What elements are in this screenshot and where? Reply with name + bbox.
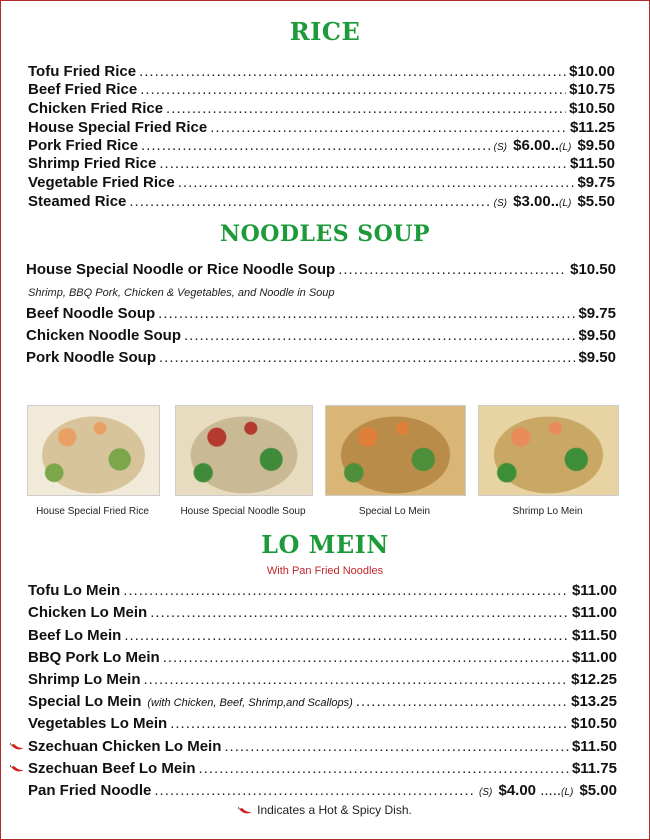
menu-item <box>28 715 617 735</box>
size-label: (S) <box>478 787 493 798</box>
menu-item <box>26 261 616 281</box>
item-name: Shrimp Fried Rice <box>28 155 157 172</box>
item-price <box>494 137 615 154</box>
item-name: Szechuan Chicken Lo Mein <box>28 738 222 755</box>
item-price: $11.50 <box>569 155 615 172</box>
leader-dots <box>140 81 566 98</box>
menu-item <box>26 305 616 325</box>
food-photo <box>325 405 466 496</box>
menu-item <box>28 627 617 647</box>
item-price: $10.50 <box>570 261 616 278</box>
noodle-soup-section-title: NOODLES SOUP <box>219 221 431 247</box>
leader-dots <box>170 715 568 732</box>
menu-item <box>28 649 617 669</box>
item-price: $11.25 <box>569 119 615 136</box>
leader-dots <box>159 349 575 366</box>
leader-dots <box>141 137 491 154</box>
leader-dots <box>139 63 566 80</box>
menu-item <box>28 174 615 192</box>
item-price <box>479 782 617 799</box>
menu-item <box>28 782 617 802</box>
item-name: House Special Fried Rice <box>28 119 208 136</box>
leader-dots <box>150 604 569 621</box>
leader-dots <box>158 305 575 322</box>
large-price: $5.00 <box>579 782 617 799</box>
menu-item <box>28 760 617 780</box>
item-price: $9.50 <box>578 327 616 344</box>
menu-item <box>26 349 616 369</box>
item-price: $13.25 <box>571 693 617 710</box>
leader-dots <box>124 627 569 644</box>
photo-caption: Special Lo Mein <box>358 506 431 517</box>
large-price: $5.50 <box>577 193 615 210</box>
item-price: $9.75 <box>577 174 615 191</box>
legend-text: Indicates a Hot & Spicy Dish. <box>257 803 412 817</box>
leader-dots <box>154 782 476 799</box>
food-photo <box>478 405 619 496</box>
item-price: $11.00 <box>571 604 617 621</box>
size-label: (S) <box>493 142 507 153</box>
item-price: $10.50 <box>569 100 615 117</box>
leader-dots <box>178 174 575 191</box>
item-name: Chicken Lo Mein <box>28 604 148 621</box>
leader-dots <box>338 261 567 278</box>
rice-section-title: RICE <box>289 17 361 46</box>
leader-dots <box>210 119 567 136</box>
small-price: $6.00.. <box>513 137 560 154</box>
item-price: $9.50 <box>578 349 616 366</box>
item-name: Pork Noodle Soup <box>26 349 157 366</box>
item-name: Vegetable Fried Rice <box>28 174 175 191</box>
item-name: Beef Fried Rice <box>28 81 138 98</box>
item-name: Chicken Fried Rice <box>28 100 164 117</box>
item-price <box>494 193 615 210</box>
food-photo <box>175 405 313 496</box>
menu-item <box>28 193 615 211</box>
chili-pepper-icon <box>10 765 25 773</box>
menu-item <box>28 738 617 758</box>
photo-caption: Shrimp Lo Mein <box>512 506 583 517</box>
item-price: $12.25 <box>571 671 617 688</box>
chili-pepper-icon <box>10 743 25 751</box>
leader-dots <box>129 193 490 210</box>
leader-dots <box>163 649 569 666</box>
size-label: (S) <box>493 198 507 209</box>
item-name: Chicken Noodle Soup <box>26 327 182 344</box>
item-name: Tofu Fried Rice <box>28 63 137 80</box>
item-note: (with Chicken, Beef, Shrimp,and Scallops) <box>147 697 353 709</box>
menu-item <box>28 693 617 713</box>
menu-item <box>28 582 617 602</box>
item-price: $11.50 <box>571 627 617 644</box>
item-name: Beef Lo Mein <box>28 627 122 644</box>
large-price: $9.50 <box>577 137 615 154</box>
small-price: $4.00 <box>498 782 537 799</box>
lo-mein-section-title: LO MEIN <box>261 530 389 559</box>
menu-item <box>28 63 615 81</box>
item-name: Special Lo Mein <box>28 693 142 710</box>
menu-item <box>28 100 615 118</box>
size-label: (L) <box>559 198 572 209</box>
leader-dots <box>166 100 566 117</box>
item-name: Beef Noodle Soup <box>26 305 156 322</box>
leader-dots <box>123 582 569 599</box>
item-name: Szechuan Beef Lo Mein <box>28 760 196 777</box>
item-price: $11.00 <box>571 582 617 599</box>
item-name: House Special Noodle or Rice Noodle Soup <box>26 261 336 278</box>
photo-caption: House Special Fried Rice <box>36 506 149 517</box>
food-photo <box>27 405 160 496</box>
leader-dots <box>184 327 575 344</box>
item-price: $10.50 <box>571 715 617 732</box>
leader-dots <box>144 671 569 688</box>
leader-dots <box>159 155 567 172</box>
item-name: Vegetables Lo Mein <box>28 715 168 732</box>
chili-pepper-icon <box>238 807 253 815</box>
item-price: $11.00 <box>571 649 617 666</box>
size-label: (L) <box>559 142 572 153</box>
item-price: $11.75 <box>571 760 617 777</box>
item-description: Shrimp, BBQ Pork, Chicken & Vegetables, and Noodle in Soup <box>28 287 335 299</box>
spicy-legend <box>1 803 649 817</box>
item-name: Pork Fried Rice <box>28 137 139 154</box>
item-price: $10.75 <box>569 81 615 98</box>
item-name: Pan Fried Noodle <box>28 782 152 799</box>
item-name: BBQ Pork Lo Mein <box>28 649 160 666</box>
size-label: (L) <box>561 787 574 798</box>
leader-dots <box>199 760 569 777</box>
menu-item <box>28 137 615 155</box>
menu-item <box>28 119 615 137</box>
leader-dots <box>356 693 568 710</box>
lo-mein-subtitle: With Pan Fried Noodles <box>266 565 384 577</box>
menu-item <box>28 604 617 624</box>
small-price: $3.00.. <box>513 193 560 210</box>
photo-caption: House Special Noodle Soup <box>180 506 306 517</box>
menu-item <box>26 327 616 347</box>
item-price: $9.75 <box>578 305 616 322</box>
price-dots: ..... <box>536 782 562 799</box>
item-name: Steamed Rice <box>28 193 127 210</box>
item-name: Shrimp Lo Mein <box>28 671 141 688</box>
item-price: $10.00 <box>569 63 615 80</box>
leader-dots <box>224 738 569 755</box>
menu-item <box>28 81 615 99</box>
menu-item <box>28 155 615 173</box>
item-price: $11.50 <box>571 738 617 755</box>
item-name: Tofu Lo Mein <box>28 582 121 599</box>
menu-item <box>28 671 617 691</box>
